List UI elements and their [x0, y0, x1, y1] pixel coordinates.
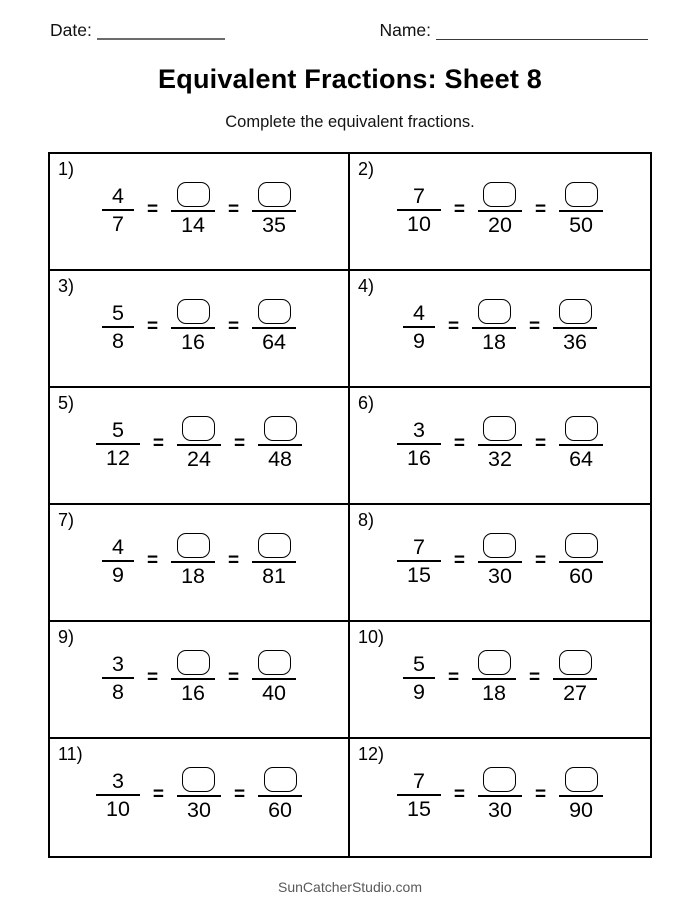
denominator: 12: [106, 446, 130, 470]
equation-row: [50, 416, 348, 472]
problem-number: 3): [58, 276, 75, 296]
numerator: 7: [412, 769, 425, 793]
problem-number: 4): [358, 276, 375, 296]
equation-row: [350, 299, 650, 355]
date-fill-line[interactable]: [97, 22, 225, 40]
answer-fraction-1: [171, 182, 215, 238]
equals-sign: =: [528, 667, 541, 688]
equals-sign: =: [146, 667, 159, 688]
answer-fraction-1: [177, 416, 221, 472]
name-field-group: [379, 20, 648, 40]
denominator: 8: [111, 680, 124, 704]
problem-cell: [350, 739, 650, 856]
denominator-2: 32: [488, 447, 512, 471]
problem-number: 1): [58, 159, 75, 179]
numerator: 3: [412, 418, 425, 442]
answer-box-1[interactable]: [483, 533, 516, 558]
given-fraction: [102, 651, 134, 705]
equals-sign: =: [152, 784, 165, 805]
answer-fraction-2: [553, 650, 597, 706]
equals-sign: =: [453, 550, 466, 571]
answer-fraction-2: [553, 299, 597, 355]
problem-number: 5): [58, 393, 75, 413]
equals-sign: =: [447, 667, 460, 688]
answer-box-2[interactable]: [264, 767, 297, 792]
answer-fraction-2: [252, 533, 296, 589]
denominator-3: 27: [563, 681, 588, 705]
problem-number: 6): [358, 393, 375, 413]
problem-cell: [350, 271, 650, 388]
answer-box-2[interactable]: [264, 416, 297, 441]
answer-box-1[interactable]: [177, 182, 210, 207]
answer-fraction-1: [478, 416, 522, 472]
answer-fraction-1: [478, 767, 522, 823]
equals-sign: =: [534, 784, 547, 805]
denominator-3: 81: [262, 564, 287, 588]
footer-credit: SunCatcherStudio.com: [278, 879, 422, 895]
equation-row: [50, 767, 348, 823]
answer-fraction-2: [559, 416, 603, 472]
answer-fraction-1: [472, 650, 516, 706]
answer-box-1[interactable]: [483, 767, 516, 792]
denominator: 10: [106, 797, 130, 821]
problem-cell: [350, 622, 650, 739]
denominator-3: 64: [262, 330, 287, 354]
answer-fraction-2: [559, 767, 603, 823]
problems-grid: [48, 152, 652, 858]
numerator: 3: [111, 769, 124, 793]
given-fraction: [102, 183, 134, 237]
problem-cell: [50, 739, 350, 856]
answer-box-2[interactable]: [565, 182, 598, 207]
equals-sign: =: [146, 550, 159, 571]
equals-sign: =: [146, 316, 159, 337]
answer-fraction-1: [478, 533, 522, 589]
instructions-text: Complete the equivalent fractions.: [225, 113, 475, 131]
denominator-2: 18: [482, 330, 506, 354]
given-fraction: [403, 300, 435, 354]
numerator: 3: [111, 652, 124, 676]
equals-sign: =: [227, 550, 240, 571]
denominator-2: 18: [181, 564, 205, 588]
equals-sign: =: [447, 316, 460, 337]
equals-sign: =: [146, 199, 159, 220]
numerator: 5: [111, 418, 124, 442]
problem-number: 7): [58, 510, 75, 530]
header-fields: [0, 0, 700, 40]
answer-fraction-2: [252, 182, 296, 238]
answer-fraction-2: [559, 533, 603, 589]
name-fill-line[interactable]: [436, 23, 648, 40]
answer-fraction-1: [171, 650, 215, 706]
answer-fraction-2: [559, 182, 603, 238]
answer-fraction-2: [258, 767, 302, 823]
equation-row: [350, 182, 650, 238]
equals-sign: =: [453, 784, 466, 805]
equation-row: [350, 416, 650, 472]
denominator: 16: [407, 446, 431, 470]
answer-box-2[interactable]: [565, 416, 598, 441]
given-fraction: [397, 768, 441, 822]
denominator-2: 30: [187, 798, 211, 822]
denominator: 9: [412, 680, 425, 704]
denominator-3: 40: [262, 681, 287, 705]
equation-row: [350, 767, 650, 823]
denominator-2: 16: [181, 681, 205, 705]
problem-cell: [50, 388, 350, 505]
problem-cell: [350, 154, 650, 271]
problem-number: 10): [358, 627, 385, 647]
given-fraction: [397, 534, 441, 588]
answer-box-1[interactable]: [478, 299, 511, 324]
denominator: 7: [111, 212, 124, 236]
equals-sign: =: [453, 433, 466, 454]
equals-sign: =: [152, 433, 165, 454]
problem-cell: [350, 505, 650, 622]
equation-row: [50, 182, 348, 238]
equation-row: [50, 533, 348, 589]
numerator: 5: [111, 301, 124, 325]
answer-box-1[interactable]: [182, 416, 215, 441]
equals-sign: =: [227, 199, 240, 220]
problem-number: 8): [358, 510, 375, 530]
denominator-2: 30: [488, 564, 512, 588]
answer-fraction-2: [258, 416, 302, 472]
answer-box-1[interactable]: [483, 416, 516, 441]
denominator: 8: [111, 329, 124, 353]
denominator-2: 16: [181, 330, 205, 354]
answer-box-1[interactable]: [478, 650, 511, 675]
answer-fraction-1: [478, 182, 522, 238]
problem-number: 11): [58, 744, 83, 764]
numerator: 7: [412, 535, 425, 559]
equals-sign: =: [453, 199, 466, 220]
equation-row: [350, 650, 650, 706]
given-fraction: [397, 183, 441, 237]
numerator: 4: [412, 301, 425, 325]
answer-box-1[interactable]: [177, 533, 210, 558]
denominator-2: 18: [482, 681, 506, 705]
equals-sign: =: [233, 784, 246, 805]
numerator: 5: [412, 652, 425, 676]
denominator-3: 35: [262, 213, 287, 237]
given-fraction: [102, 534, 134, 588]
answer-box-2[interactable]: [559, 299, 592, 324]
problem-cell: [50, 154, 350, 271]
equation-row: [350, 533, 650, 589]
denominator: 10: [407, 212, 431, 236]
equals-sign: =: [528, 316, 541, 337]
problem-number: 9): [58, 627, 75, 647]
denominator-3: 36: [563, 330, 588, 354]
problem-cell: [50, 271, 350, 388]
problem-number: 2): [358, 159, 375, 179]
numerator: 4: [111, 535, 124, 559]
answer-fraction-1: [177, 767, 221, 823]
answer-box-1[interactable]: [177, 299, 210, 324]
problem-cell: [350, 388, 650, 505]
given-fraction: [96, 417, 140, 471]
denominator-2: 30: [488, 798, 512, 822]
answer-box-2[interactable]: [258, 299, 291, 324]
answer-box-2[interactable]: [258, 182, 291, 207]
equals-sign: =: [227, 667, 240, 688]
problem-cell: [50, 505, 350, 622]
given-fraction: [397, 417, 441, 471]
given-fraction: [96, 768, 140, 822]
numerator: 7: [412, 184, 425, 208]
denominator-2: 20: [488, 213, 512, 237]
name-label: Name:: [379, 20, 431, 40]
equation-row: [50, 299, 348, 355]
denominator-3: 48: [268, 447, 292, 471]
denominator-3: 60: [268, 798, 292, 822]
equals-sign: =: [534, 550, 547, 571]
answer-box-2[interactable]: [565, 533, 598, 558]
equals-sign: =: [233, 433, 246, 454]
denominator: 9: [412, 329, 425, 353]
answer-box-1[interactable]: [182, 767, 215, 792]
equals-sign: =: [534, 433, 547, 454]
answer-box-1[interactable]: [177, 650, 210, 675]
equals-sign: =: [227, 316, 240, 337]
denominator: 15: [407, 563, 431, 587]
equation-row: [50, 650, 348, 706]
answer-box-2[interactable]: [258, 650, 291, 675]
given-fraction: [403, 651, 435, 705]
answer-fraction-1: [472, 299, 516, 355]
denominator-2: 14: [181, 213, 205, 237]
answer-fraction-1: [171, 533, 215, 589]
answer-fraction-2: [252, 650, 296, 706]
denominator-3: 60: [569, 564, 593, 588]
answer-box-2[interactable]: [559, 650, 592, 675]
equals-sign: =: [534, 199, 547, 220]
date-label: Date:: [50, 20, 92, 40]
denominator-2: 24: [187, 447, 211, 471]
answer-box-1[interactable]: [483, 182, 516, 207]
answer-box-2[interactable]: [565, 767, 598, 792]
denominator: 9: [111, 563, 124, 587]
problem-number: 12): [358, 744, 385, 764]
given-fraction: [102, 300, 134, 354]
denominator-3: 90: [569, 798, 593, 822]
page-title: Equivalent Fractions: Sheet 8: [158, 64, 542, 94]
answer-box-2[interactable]: [258, 533, 291, 558]
numerator: 4: [111, 184, 124, 208]
denominator-3: 64: [569, 447, 593, 471]
problem-cell: [50, 622, 350, 739]
answer-fraction-1: [171, 299, 215, 355]
denominator: 15: [407, 797, 431, 821]
answer-fraction-2: [252, 299, 296, 355]
date-field-group: [50, 20, 225, 40]
denominator-3: 50: [569, 213, 593, 237]
